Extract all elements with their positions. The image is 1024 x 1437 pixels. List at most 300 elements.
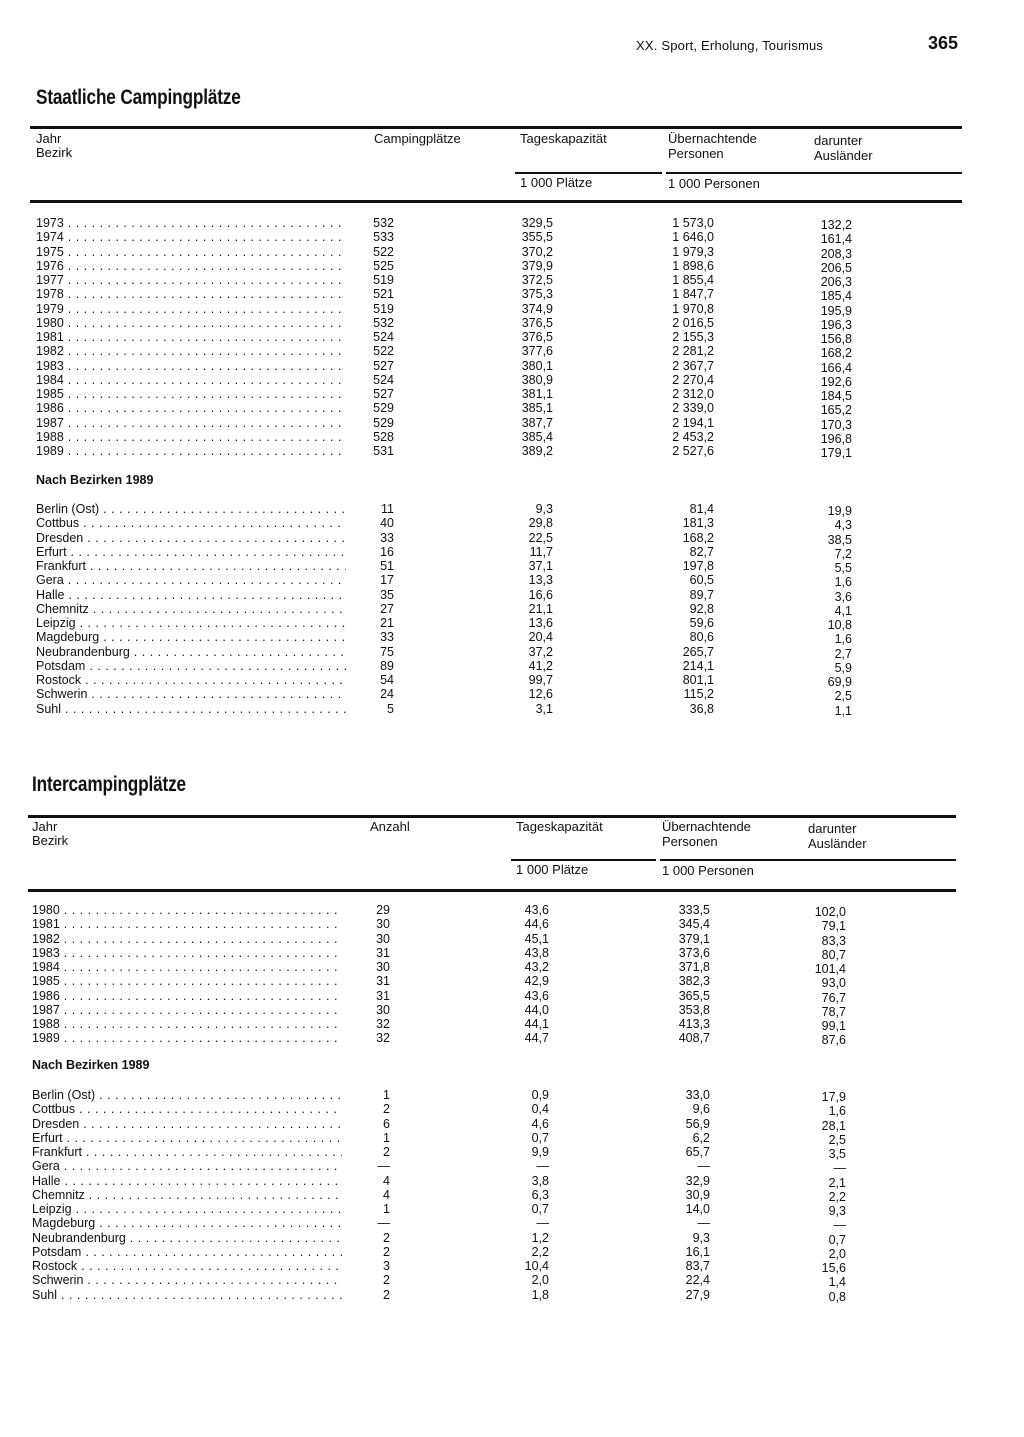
cell-anzahl: 30: [376, 960, 390, 974]
cell-uebernachtende: 6,2: [692, 1130, 710, 1145]
district-row: [0, 659, 1024, 673]
row-label-text: Rostock: [36, 673, 82, 687]
row-label: [36, 559, 346, 573]
cell-auslaender: 206,3: [820, 275, 852, 289]
row-label: [32, 1003, 342, 1017]
cell-tageskapazitaet: 2,0: [531, 1273, 549, 1288]
cell-tageskapazitaet: 0,4: [531, 1102, 549, 1117]
district-row: [0, 559, 1024, 573]
cell-tageskapazitaet: 6,3: [531, 1187, 549, 1202]
cell-auslaender: 2,1: [828, 1175, 846, 1190]
row-label-text: Gera: [36, 573, 64, 588]
cell-tageskapazitaet: 380,1: [521, 358, 553, 373]
row-label-text: 1981: [32, 917, 60, 932]
row-label: [36, 302, 346, 316]
cell-uebernachtende: 2 194,1: [672, 415, 714, 430]
row-label-text: Schwerin: [32, 1273, 84, 1288]
cell-auslaender: 170,3: [820, 417, 852, 432]
cell-anzahl: 30: [376, 917, 390, 932]
cell-auslaender: 166,4: [820, 360, 852, 375]
row-label: [36, 702, 346, 716]
cell-anzahl: 2: [383, 1244, 390, 1259]
row-label-text: 1988: [32, 1017, 60, 1031]
cell-auslaender: —: [833, 1161, 846, 1176]
district-row: [0, 702, 1024, 716]
cell-uebernachtende: 2 367,7: [672, 358, 714, 373]
cell-tageskapazitaet: 389,2: [521, 444, 553, 458]
cell-auslaender: 7,2: [834, 546, 852, 561]
year-row: [0, 960, 1024, 974]
cell-uebernachtende: 1 847,7: [672, 287, 714, 302]
cell-auslaender: 179,1: [820, 446, 852, 460]
cell-auslaender: 3,5: [828, 1147, 846, 1161]
cell-anzahl: 32: [376, 1017, 390, 1031]
cell-anzahl: 54: [380, 673, 394, 687]
cell-anzahl: 24: [380, 687, 394, 702]
cell-uebernachtende: —: [697, 1216, 710, 1231]
unit-personen: 1 000 Personen: [662, 863, 754, 878]
cell-tageskapazitaet: 0,7: [531, 1130, 549, 1145]
cell-auslaender: 102,0: [814, 905, 846, 919]
cell-anzahl: 29: [376, 903, 390, 917]
header-darunter: darunter: [814, 133, 863, 148]
row-label-text: Erfurt: [32, 1130, 63, 1145]
cell-tageskapazitaet: 21,1: [528, 601, 553, 616]
row-label: [36, 373, 346, 387]
cell-anzahl: 5: [387, 701, 394, 716]
cell-uebernachtende: 1 979,3: [672, 244, 714, 259]
row-label-text: Suhl: [32, 1287, 58, 1302]
cell-uebernachtende: 59,6: [689, 616, 714, 630]
cell-auslaender: 76,7: [821, 990, 846, 1005]
row-label: [36, 516, 346, 530]
cell-tageskapazitaet: 44,7: [524, 1031, 549, 1046]
cell-uebernachtende: 365,5: [678, 988, 710, 1003]
row-label-text: Potsdam: [36, 658, 86, 673]
cell-anzahl: 519: [373, 273, 394, 287]
cell-uebernachtende: 22,4: [685, 1273, 710, 1288]
row-label: [36, 430, 346, 444]
cell-auslaender: 1,6: [834, 575, 852, 590]
cell-uebernachtende: 115,2: [683, 687, 714, 702]
cell-uebernachtende: 265,7: [682, 644, 714, 659]
row-label: [36, 645, 346, 659]
row-label-text: 1976: [36, 258, 64, 273]
header-campingplaetze: Campingplätze: [374, 131, 461, 146]
cell-auslaender: 2,5: [834, 689, 852, 704]
cell-uebernachtende: 181,3: [682, 516, 714, 531]
row-label: [36, 659, 346, 673]
cell-tageskapazitaet: 376,5: [521, 315, 553, 330]
district-row: [0, 1131, 1024, 1145]
year-row: [0, 917, 1024, 934]
cell-anzahl: 75: [380, 644, 394, 659]
row-label: [32, 1202, 342, 1216]
row-label: [32, 1174, 342, 1188]
cell-uebernachtende: 413,3: [678, 1017, 710, 1031]
row-label-text: 1984: [36, 372, 64, 387]
row-label-text: 1986: [36, 401, 64, 416]
year-row: [0, 359, 1024, 373]
cell-anzahl: 522: [373, 244, 394, 259]
row-label: [32, 917, 342, 931]
cell-auslaender: 165,2: [820, 403, 852, 418]
row-label-text: Magdeburg: [32, 1216, 96, 1231]
cell-auslaender: 195,9: [820, 303, 852, 318]
header-bezirk: Bezirk: [36, 145, 73, 160]
cell-auslaender: 4,3: [834, 518, 852, 533]
cell-anzahl: 17: [380, 573, 394, 588]
cell-auslaender: 10,8: [827, 618, 852, 632]
cell-uebernachtende: 373,6: [678, 945, 710, 960]
cell-tageskapazitaet: 41,2: [528, 658, 553, 673]
cell-tageskapazitaet: 99,7: [528, 673, 553, 687]
cell-uebernachtende: 27,9: [685, 1287, 710, 1302]
year-row: [0, 416, 1024, 430]
cell-tageskapazitaet: 43,8: [524, 945, 549, 960]
cell-auslaender: 69,9: [827, 675, 852, 689]
row-label: [32, 1273, 342, 1287]
cell-uebernachtende: 353,8: [678, 1002, 710, 1017]
cell-auslaender: 87,6: [821, 1033, 846, 1048]
running-head: XX. Sport, Erholung, Tourismus: [636, 38, 824, 53]
district-row: [0, 1174, 1024, 1188]
cell-anzahl: 21: [380, 616, 394, 630]
cell-uebernachtende: 408,7: [678, 1031, 710, 1046]
cell-anzahl: 11: [381, 502, 394, 516]
row-label-text: Potsdam: [32, 1244, 82, 1259]
section-title: Intercampingplätze: [32, 773, 186, 796]
table-rule: [28, 815, 956, 818]
cell-tageskapazitaet: 2,2: [531, 1244, 549, 1259]
cell-uebernachtende: 801,1: [682, 673, 714, 687]
row-label: [36, 673, 346, 687]
row-label-text: 1982: [36, 344, 64, 359]
cell-auslaender: 132,2: [820, 218, 852, 232]
page-number: 365: [928, 33, 959, 53]
cell-uebernachtende: 30,9: [685, 1187, 710, 1202]
year-row: [0, 287, 1024, 304]
row-label: [36, 259, 346, 273]
row-label: [36, 387, 346, 401]
header-personen: Personen: [662, 834, 718, 849]
row-label-text: Cottbus: [36, 516, 80, 531]
row-label-text: 1988: [36, 429, 64, 444]
row-label: [36, 330, 346, 344]
cell-tageskapazitaet: 20,4: [528, 630, 553, 645]
row-label-text: Frankfurt: [36, 559, 87, 573]
cell-anzahl: 31: [376, 945, 390, 960]
cell-auslaender: 196,3: [820, 317, 852, 332]
cell-tageskapazitaet: 370,2: [521, 244, 553, 259]
cell-anzahl: 532: [373, 315, 394, 330]
district-row: [0, 687, 1024, 704]
cell-tageskapazitaet: 380,9: [521, 372, 553, 387]
row-label: [32, 903, 342, 917]
cell-auslaender: 9,3: [828, 1204, 846, 1218]
cell-tageskapazitaet: 381,1: [521, 387, 553, 401]
cell-uebernachtende: 333,5: [678, 903, 710, 917]
table-rule: [511, 859, 956, 861]
cell-tageskapazitaet: —: [536, 1159, 549, 1174]
row-label-text: Leipzig: [36, 616, 76, 630]
row-label: [36, 588, 346, 602]
row-label: [36, 502, 346, 516]
cell-uebernachtende: 1 898,6: [672, 258, 714, 273]
cell-uebernachtende: 2 312,0: [672, 387, 714, 401]
cell-tageskapazitaet: 379,9: [521, 258, 553, 273]
cell-auslaender: 1,6: [828, 1104, 846, 1119]
cell-uebernachtende: 36,8: [689, 701, 714, 716]
row-label: [32, 1288, 342, 1302]
row-label: [32, 1117, 342, 1131]
cell-auslaender: 161,4: [820, 232, 852, 247]
cell-tageskapazitaet: 376,5: [521, 330, 553, 344]
cell-tageskapazitaet: —: [536, 1216, 549, 1231]
cell-uebernachtende: 83,7: [685, 1259, 710, 1273]
row-label-text: 1987: [32, 1002, 60, 1017]
district-row: [0, 602, 1024, 616]
subheading-bezirke: Nach Bezirken 1989: [32, 1058, 150, 1072]
year-row: [0, 273, 1024, 287]
district-row: [0, 1231, 1024, 1245]
cell-tageskapazitaet: 3,8: [531, 1173, 549, 1188]
row-label: [32, 989, 342, 1003]
cell-anzahl: 30: [376, 1002, 390, 1017]
row-label: [36, 616, 346, 630]
row-label-text: Suhl: [36, 701, 62, 716]
row-label: [36, 245, 346, 259]
cell-auslaender: 4,1: [834, 603, 852, 618]
cell-uebernachtende: 92,8: [689, 601, 714, 616]
cell-auslaender: 3,6: [834, 589, 852, 604]
cell-anzahl: —: [377, 1216, 390, 1231]
row-label: [36, 344, 346, 358]
cell-auslaender: 168,2: [820, 346, 852, 361]
row-label-text: 1980: [36, 315, 64, 330]
row-label-text: 1986: [32, 988, 60, 1003]
row-label: [32, 1231, 342, 1245]
row-label-text: 1989: [36, 444, 64, 458]
header-jahr: Jahr: [32, 819, 58, 834]
row-label: [36, 545, 346, 559]
cell-auslaender: 184,5: [820, 389, 852, 403]
unit-separator: [656, 859, 660, 861]
cell-uebernachtende: 65,7: [685, 1145, 710, 1159]
year-row: [0, 230, 1024, 247]
cell-uebernachtende: 1 646,0: [672, 230, 714, 245]
cell-tageskapazitaet: 355,5: [521, 230, 553, 245]
cell-tageskapazitaet: 45,1: [524, 931, 549, 946]
cell-tageskapazitaet: 375,3: [521, 287, 553, 302]
district-row: [0, 1259, 1024, 1273]
cell-tageskapazitaet: 9,3: [535, 502, 553, 516]
cell-anzahl: 2: [383, 1230, 390, 1245]
row-label-text: Gera: [32, 1159, 60, 1174]
cell-uebernachtende: 2 527,6: [672, 444, 714, 458]
cell-anzahl: 522: [373, 344, 394, 359]
cell-anzahl: 531: [373, 444, 394, 458]
year-row: [0, 1003, 1024, 1017]
cell-tageskapazitaet: 11,7: [529, 544, 553, 559]
year-row: [0, 974, 1024, 991]
cell-anzahl: 2: [383, 1287, 390, 1302]
cell-anzahl: 527: [373, 358, 394, 373]
cell-auslaender: —: [833, 1218, 846, 1233]
cell-uebernachtende: 81,4: [689, 502, 714, 516]
row-label: [32, 1245, 342, 1259]
district-row: [0, 1216, 1024, 1233]
row-label: [36, 687, 346, 701]
cell-tageskapazitaet: 372,5: [521, 273, 553, 287]
cell-uebernachtende: 9,6: [692, 1102, 710, 1117]
cell-uebernachtende: 2 281,2: [672, 344, 714, 359]
cell-tageskapazitaet: 374,9: [521, 301, 553, 316]
row-label: [36, 416, 346, 430]
cell-tageskapazitaet: 385,4: [521, 429, 553, 444]
district-row: [0, 1188, 1024, 1202]
district-row: [0, 1273, 1024, 1290]
cell-anzahl: 525: [373, 258, 394, 273]
cell-anzahl: 31: [376, 988, 390, 1003]
cell-anzahl: 1: [383, 1202, 390, 1216]
row-label-text: Frankfurt: [32, 1145, 83, 1159]
cell-uebernachtende: 1 573,0: [672, 216, 714, 230]
header-darunter: darunter: [808, 821, 857, 836]
header-tageskapazitaet: Tageskapazität: [516, 819, 603, 834]
row-label-text: 1977: [36, 273, 64, 287]
row-label: [36, 630, 346, 644]
row-label: [32, 1131, 342, 1145]
cell-auslaender: 5,5: [834, 561, 852, 575]
district-row: [0, 545, 1024, 559]
cell-anzahl: 519: [373, 301, 394, 316]
cell-auslaender: 1,6: [834, 632, 852, 647]
cell-auslaender: 79,1: [821, 919, 846, 934]
cell-auslaender: 99,1: [821, 1019, 846, 1033]
header-personen: Personen: [668, 146, 724, 161]
table-rule: [30, 200, 962, 203]
cell-uebernachtende: 1 970,8: [672, 301, 714, 316]
cell-auslaender: 17,9: [821, 1090, 846, 1104]
cell-auslaender: 19,9: [827, 504, 852, 518]
district-row: [0, 630, 1024, 647]
cell-tageskapazitaet: 9,9: [531, 1145, 549, 1159]
row-label: [32, 960, 342, 974]
row-label-text: Neubrandenburg: [36, 644, 130, 659]
year-row: [0, 344, 1024, 361]
cell-anzahl: 529: [373, 401, 394, 416]
row-label: [32, 974, 342, 988]
district-row: [0, 1117, 1024, 1131]
cell-tageskapazitaet: 329,5: [521, 216, 553, 230]
year-row: [0, 245, 1024, 259]
row-label: [36, 444, 346, 458]
header-auslaender: Ausländer: [808, 836, 867, 851]
cell-anzahl: 27: [380, 601, 394, 616]
cell-uebernachtende: 82,7: [689, 544, 714, 559]
unit-plaetze: 1 000 Plätze: [520, 175, 593, 190]
cell-auslaender: 196,8: [820, 431, 852, 446]
row-label: [32, 946, 342, 960]
cell-uebernachtende: 382,3: [678, 974, 710, 989]
cell-uebernachtende: 33,0: [685, 1088, 710, 1102]
cell-anzahl: 6: [383, 1116, 390, 1131]
cell-tageskapazitaet: 13,6: [528, 616, 553, 630]
header-campingplaetze: Anzahl: [370, 819, 410, 834]
row-label-text: Halle: [32, 1173, 61, 1188]
row-label-text: Rostock: [32, 1259, 78, 1273]
row-label-text: 1974: [36, 230, 64, 245]
cell-anzahl: 4: [383, 1173, 390, 1188]
row-label: [32, 932, 342, 946]
cell-tageskapazitaet: 29,8: [528, 516, 553, 531]
cell-anzahl: 529: [373, 415, 394, 430]
cell-anzahl: 524: [373, 372, 394, 387]
row-label-text: Cottbus: [32, 1102, 76, 1117]
row-label: [32, 1159, 342, 1173]
row-label-text: 1983: [36, 358, 64, 373]
district-row: [0, 1159, 1024, 1176]
cell-auslaender: 78,7: [821, 1004, 846, 1019]
cell-uebernachtende: 32,9: [685, 1173, 710, 1188]
cell-uebernachtende: —: [697, 1159, 710, 1174]
district-row: [0, 1102, 1024, 1119]
row-label: [32, 1145, 342, 1159]
table-rule: [30, 126, 962, 129]
cell-tageskapazitaet: 385,1: [521, 401, 553, 416]
cell-uebernachtende: 2 155,3: [672, 330, 714, 344]
cell-tageskapazitaet: 0,7: [531, 1202, 549, 1216]
cell-auslaender: 1,1: [834, 703, 852, 718]
row-label: [32, 1216, 342, 1230]
year-row: [0, 259, 1024, 273]
cell-tageskapazitaet: 44,6: [524, 917, 549, 932]
row-label-text: 1983: [32, 945, 60, 960]
cell-auslaender: 93,0: [821, 976, 846, 991]
table-rule: [515, 172, 962, 174]
district-row: [0, 531, 1024, 545]
cell-uebernachtende: 60,5: [689, 573, 714, 588]
cell-anzahl: 2: [383, 1145, 390, 1159]
row-label: [32, 1017, 342, 1031]
cell-uebernachtende: 214,1: [682, 658, 714, 673]
cell-auslaender: 0,7: [828, 1232, 846, 1247]
cell-uebernachtende: 2 016,5: [672, 315, 714, 330]
row-label-text: Berlin (Ost): [36, 502, 100, 516]
row-label-text: 1978: [36, 287, 64, 302]
header-uebernachtende: Übernachtende: [662, 819, 751, 834]
cell-uebernachtende: 168,2: [682, 530, 714, 545]
row-label: [32, 1102, 342, 1116]
cell-anzahl: 521: [373, 287, 394, 302]
district-row: [0, 616, 1024, 630]
cell-auslaender: 83,3: [821, 933, 846, 948]
cell-auslaender: 185,4: [820, 289, 852, 304]
row-label-text: 1985: [36, 387, 64, 401]
year-row: [0, 373, 1024, 387]
cell-anzahl: 528: [373, 429, 394, 444]
row-label-text: 1979: [36, 301, 64, 316]
header-auslaender: Ausländer: [814, 148, 873, 163]
year-row: [0, 932, 1024, 946]
cell-anzahl: 532: [373, 216, 394, 230]
cell-anzahl: 527: [373, 387, 394, 401]
cell-uebernachtende: 2 339,0: [672, 401, 714, 416]
year-row: [0, 387, 1024, 401]
district-row: [0, 1088, 1024, 1102]
cell-uebernachtende: 56,9: [685, 1116, 710, 1131]
